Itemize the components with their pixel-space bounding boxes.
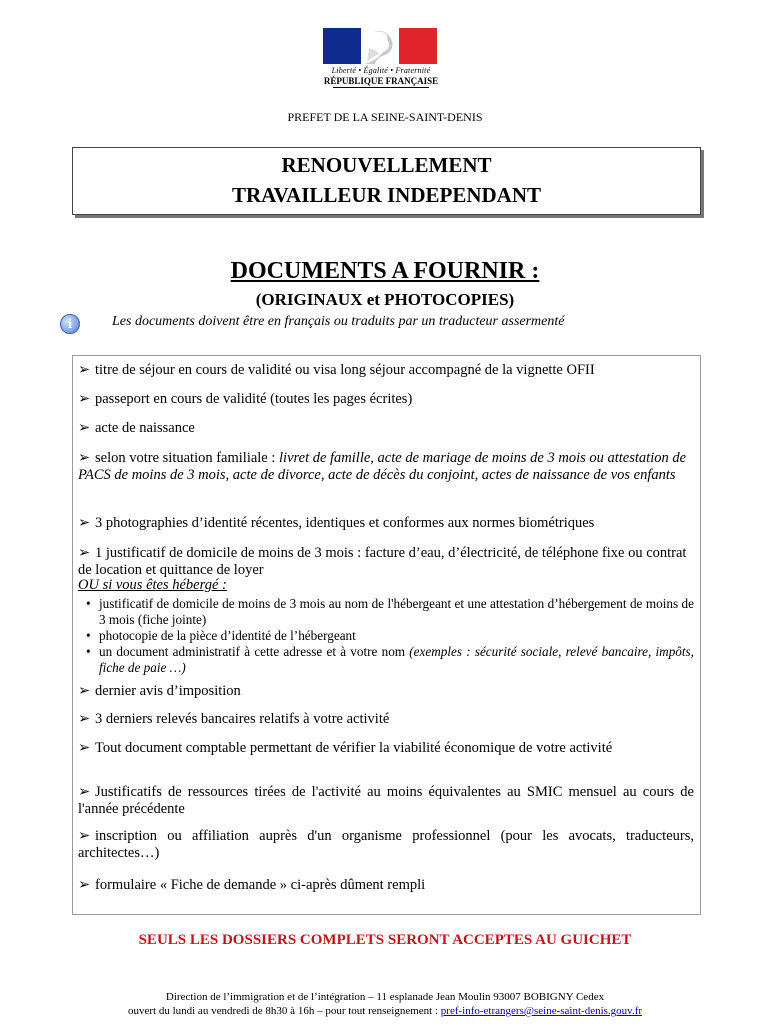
list-item: • un document administratif à cette adresse et à votre nom (exemples : sécurité sociale, relevé bancaire, impôts, fiche de paie …) xyxy=(81,644,694,676)
list-item: ➢ 3 derniers relevés bancaires relatifs à votre activité xyxy=(78,711,390,727)
documents-list-box xyxy=(72,355,701,915)
complete-files-warning: SEULS LES DOSSIERS COMPLETS SERONT ACCEPTES AU GUICHET xyxy=(138,932,632,948)
footer-hours: ouvert du lundi au vendredi de 8h30 à 16h – pour tout renseignement : pref-info-etrangers@seine-saint-denis.gouv.fr xyxy=(127,1005,643,1017)
translation-notice: Les documents doivent être en français ou traduits par un traducteur assermenté xyxy=(112,314,565,329)
footer xyxy=(0,990,770,1018)
title-box xyxy=(72,147,701,215)
title-line-1: RENOUVELLEMENT xyxy=(281,153,492,177)
arrow-bullet-icon: ➢ xyxy=(78,711,91,727)
republic-motto: Liberté • Égalité • Fraternité xyxy=(331,66,431,75)
arrow-bullet-icon: ➢ xyxy=(78,362,91,378)
list-item: • justificatif de domicile de moins de 3 mois au nom de l'hébergeant et une attestation d’hébergement de moins de 3 mois (fiche jointe) xyxy=(81,596,694,628)
hosted-list xyxy=(81,596,694,676)
list-item: ➢ formulaire « Fiche de demande » ci-après dûment rempli xyxy=(78,877,426,893)
list-item: ➢ passeport en cours de validité (toutes les pages écrites) xyxy=(78,391,413,407)
title-line-2: TRAVAILLEUR INDEPENDANT xyxy=(231,183,542,207)
arrow-bullet-icon: ➢ xyxy=(78,420,91,436)
arrow-bullet-icon: ➢ xyxy=(78,683,91,699)
list-item: ➢ dernier avis d’imposition xyxy=(78,683,241,699)
contact-email-link[interactable]: pref-info-etrangers@seine-saint-denis.gouv.fr xyxy=(440,1005,643,1017)
arrow-bullet-icon: ➢ xyxy=(78,784,91,800)
list-item: ➢ Justificatifs de ressources tirées de l'activité au moins équivalentes au SMIC mensuel au cours de l'année précédente xyxy=(78,784,694,817)
documents-subheading: (ORIGINAUX et PHOTOCOPIES) xyxy=(255,290,515,309)
list-item: ➢ inscription ou affiliation auprès d'un organisme professionnel (pour les avocats, traducteurs, architectes…) xyxy=(78,828,694,861)
arrow-bullet-icon: ➢ xyxy=(78,828,91,844)
republic-name: RÉPUBLIQUE FRANÇAISE xyxy=(323,76,439,86)
list-item: ➢ acte de naissance xyxy=(78,420,195,436)
list-item: ➢ 1 justificatif de domicile de moins de 3 mois : facture d’eau, d’électricité, de téléphone fixe ou contrat de location et quittance de loyer xyxy=(78,545,687,578)
list-item: ➢ selon votre situation familiale : livret de famille, acte de mariage de moins de 3 mois ou attestation de PACS de moins de 3 mois, acte de divorce, acte de décès du conjoint, actes de naissance de vos enfants xyxy=(78,450,687,483)
documents-heading: DOCUMENTS A FOURNIR : xyxy=(230,258,540,284)
arrow-bullet-icon: ➢ xyxy=(78,450,91,466)
arrow-bullet-icon: ➢ xyxy=(78,740,91,756)
footer-address: Direction de l’immigration et de l’intégration – 11 esplanade Jean Moulin 93007 BOBIGNY Cedex xyxy=(165,991,605,1003)
list-item: ➢ 3 photographies d’identité récentes, identiques et conformes aux normes biométriques xyxy=(78,515,595,531)
arrow-bullet-icon: ➢ xyxy=(78,545,91,561)
hosted-heading: OU si vous êtes hébergé : xyxy=(78,577,227,593)
arrow-bullet-icon: ➢ xyxy=(78,391,91,407)
arrow-bullet-icon: ➢ xyxy=(78,877,91,893)
prefecture-name: PREFET DE LA SEINE-SAINT-DENIS xyxy=(287,110,483,124)
list-item: ➢ Tout document comptable permettant de vérifier la viabilité économique de votre activité xyxy=(78,740,613,756)
list-item: • photocopie de la pièce d’identité de l’hébergeant xyxy=(81,628,694,644)
list-item: ➢ titre de séjour en cours de validité ou visa long séjour accompagné de la vignette OFII xyxy=(78,362,595,378)
tricolor-flag-icon xyxy=(323,28,437,64)
arrow-bullet-icon: ➢ xyxy=(78,515,91,531)
marianne-logo xyxy=(323,28,439,88)
info-icon: i xyxy=(60,314,80,334)
